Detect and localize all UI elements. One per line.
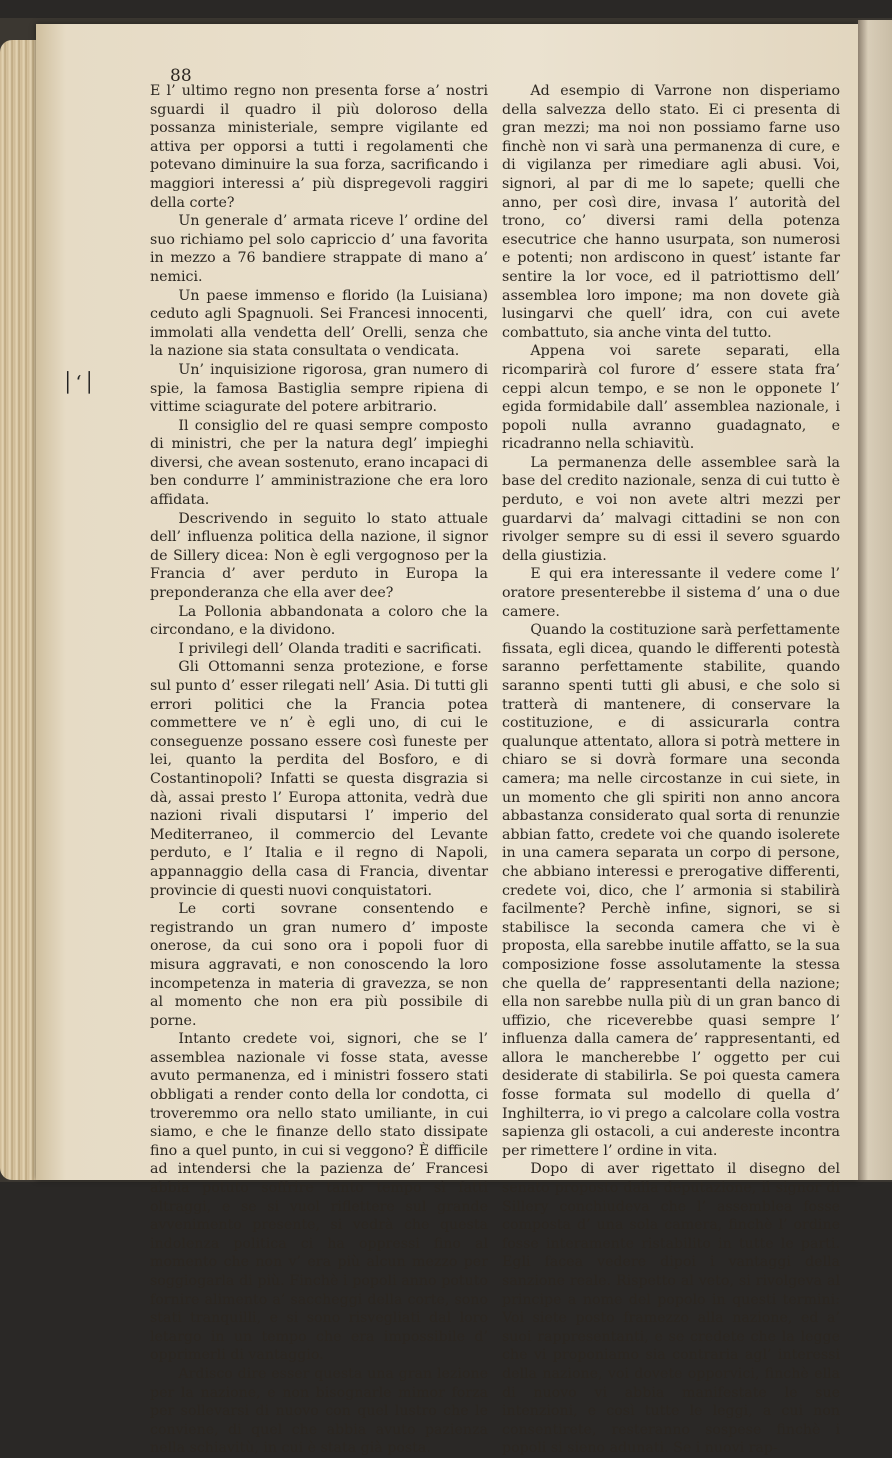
paragraph: Il consiglio del re quasi sempre composto di ministri, che per la natura degl’ impieghi diversi, che avean sostenuto, erano incapaci di ben condurre l’ amministrazione che era loro affidata. — [150, 417, 488, 509]
paragraph: I privilegi dell’ Olanda traditi e sacrificati. — [178, 640, 482, 657]
paragraph: E qui era interessante il vedere come l’ oratore presenterebbe il sistema d’ una o due camere. — [502, 566, 840, 620]
paragraph: Le corti sovrane consentendo e registrando un gran numero d’ imposte onerose, da cui sono ora i popoli fuor di misura aggravati, e non conoscendo la loro incompetenza in materia di gravezza, se non al momento che non era più possibile di porne. — [150, 901, 488, 1029]
paragraph: E l’ ultimo regno non presenta forse a’ nostri sguardi il quadro il più doloroso della possanza ministeriale, sempre vigilante ed attiva per opporsi a tutti i regolamenti che potevano diminuire la sua forza, sacrificando i maggiori interessi a’ più dispregevoli raggiri della corte? — [150, 83, 488, 211]
page-number: 88 — [170, 66, 192, 86]
next-page-edge — [858, 20, 892, 1180]
paragraph: Quando la costituzione sarà perfettamente fissata, egli dicea, quando le differenti potestà saranno perfettamente stabilite, quando saranno spenti tutti gli abusi, e che solo si tratterà di mantenere, di conservare la costituzione, e di assicurarla contra qualunque attentato, allora si potrà mettere in chiaro se si dovrà formare una seconda camera; ma nelle circostanze in cui siete, in un momento che gli spiriti non anno ancora abbastanza considerato qual sorta di renunzie abbian fatto, credete voi che quando isolerete in una camera separata un corpo di persone, che abbiano interessi e prerogative differenti, credete voi, dico, che l’ armonia si stabilirà facilmente? Perchè infine, signori, se si stabilisce la seconda camera che vi è proposta, ella sarebbe inutile affatto, se la sua composizione fosse assolutamente la stessa che quella de’ rappresentanti della nazione; ella non sarebbe nulla più di un gran banco di uffizio, che riceverebbe quasi sempre l’ influenza dalla camera de’ rappresentanti, ed allora le mancherebbe l’ oggetto per cui desiderate di stabilirla. Se poi questa camera fosse formata sul modello di quella d’ Inghilterra, io vi prego a calcolare colla vostra sapienza gli ostacoli, a cui andereste incontra per rimettere l’ ordine in vita. — [502, 622, 840, 1159]
paragraph: Descrivendo in seguito lo stato attuale dell’ influenza politica della nazione, il signor de Sillery dicea: Non è egli vergognoso per la Francia d’ aver perduto in Europa la preponderanza che ella aver dee? — [150, 510, 488, 602]
paragraph: Intanto credete voi, signori, che se l’ assemblea nazionale vi fosse stata, avesse avuto permanenza, ed i ministri fossero stati obbligati a render conto della lor condotta, ci troveremmo ora nello stato umiliante, in cui siamo, e che le finanze dello stato dissipate fino a quel punto, in cui si veggono? È difficile ad intendersi che la pazienza de’ Francesi abbia potuto soffrire tanto tempo sì fatti oltraggi, e se si vuol riflettere sul grande avvenimento presente, si vedrà che questa indolenza politica ci ha oppressi fino al momento che non v’ era più alcun mezzo per soggiogarla di più. Finchè i popoli anno potuto fornire alimento a’ saccheggi della corte, sono stati tranquilli, e si sono risvegliati dal loro letargo in un tempo che era impossibile d’ opprimerli di vantaggio. — [150, 1031, 488, 1364]
paragraph: Gli Ottomanni senza protezione, e forse sul punto d’ esser rilegati nell’ Asia. Di tutti gli errori politici che la Francia potea commettere ve n’ è egli uno, di cui le conseguenze possano essere così funeste per lei, quanto la perdita del Bosforo, e di Costantinopoli? Infatti se questa disgrazia si dà, assai presto l’ Europa attonita, vedrà due nazioni rivali disputarsi l’ imperio del Mediterraneo, il commercio del Levante perduto, e l’ Italia e il regno di Napoli, appannaggio della casa di Francia, diventar provincie di questi nuovi conquistatori. — [150, 659, 488, 899]
paragraph: Un paese immenso e florido (la Luisiana) ceduto agli Spagnuoli. Sei Francesi innocenti, immolati alla vendetta dell’ Orelli, senza che la nazione sia stata consultata o vendicata. — [150, 287, 488, 360]
paragraph: Dopo di aver rigettato il disegno del senato proposto dalla deputazione, il signor di Sillery conchiudeva che l’ assemblea fosse composta d’ una sola camera, finchè l’ ordine fosse interamente ristabilito in tutte le parti. Egli facea vedere dipoi i vantaggi della sanzione reale. Rispetto al veto, si rivolgeva al principe a nome del popolo in questi termini: Voi siete posto framezzo alla nazione, ed a’ suoi rappresentanti, e se credete che la legge che vi proponiamo sia contraria agl’ interessi della nazione, voi dovete opporvici, finchè ella di nuovo vi abbia manifestate le sue intenzioni, e così tutte le leggi, a cui non consentirete, resteranno sospese finchè i popoli si sieno adunati. Se i nuovi rap- — [502, 1161, 840, 1457]
margin-mark: │ʻ│ — [62, 372, 97, 394]
right-column — [502, 82, 840, 1458]
left-column — [150, 82, 488, 1458]
paragraph: La permanenza delle assemblee sarà la base del credito nazionale, senza di cui tutto è perduto, e voi non avete altri mezzi per guardarvi da’ malvagi cittadini se non con rivolger sempre su di essi il severo sguardo della giustizia. — [502, 454, 840, 564]
paragraph: Un’ inquisizione rigorosa, gran numero di spie, la famosa Bastiglia sempre ripiena di vittime sciagurate del potere arbitrario. — [150, 361, 488, 416]
paragraph: La Pollonia abbandonata a coloro che la circondano, e la dividono. — [150, 603, 488, 639]
paragraph: Un generale d’ armata riceve l’ ordine del suo richiamo pel solo capriccio d’ una favorita in mezzo a 76 bandiere strappate di mano a’ nemici. — [150, 213, 488, 285]
paragraph: Ad esempio di Varrone non disperiamo della salvezza dello stato. Ei ci presenta di gran mezzi; ma noi non possiamo farne uso finchè non vi sarà una permanenza di cure, e di vigilanza per rimediare agli abusi. Voi, signori, al par di me lo sapete; quelli che anno, per così dire, invasa l’ autorità del trono, co’ diversi rami della potenza esecutrice che hanno usurpata, son numerosi e potenti; non ardiscono in quest’ istante far sentire la lor voce, ed il patriottismo dell’ assemblea loro impone; ma non dovete già lusingarvi che quell’ idra, con cui avete combattuto, sia anche vinta del tutto. — [502, 83, 840, 341]
paragraph: Appena voi sarete separati, ella ricomparirà col furore d’ essere stata fra’ ceppi alcun tempo, e se non le opponete l’ egida formidabile dall’ assemblea nazionale, i popoli nulla avranno guadagnato, e ricadranno nella schiavitù. — [502, 343, 840, 453]
paragraph: Ardisco dire esser questa una gran lezione per la nazione, e non bisognarle mimor forza per sollevarsi di nuovo con quel lustro che le conviene, di quel che abbia avuto pazienza nella schiavitù, in cui è stata già posta. — [150, 1365, 488, 1457]
